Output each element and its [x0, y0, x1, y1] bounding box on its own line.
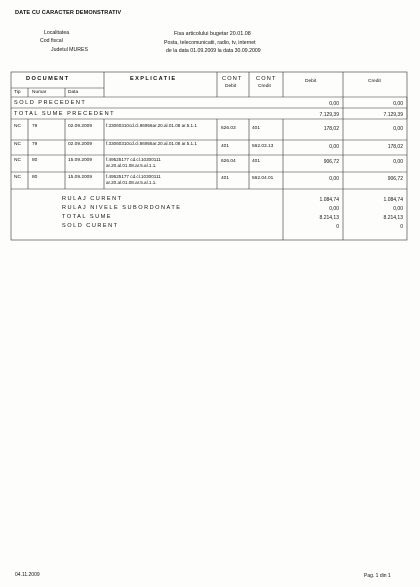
sold-curent-credit: 0 — [400, 224, 403, 230]
row-numar: 80 — [32, 158, 38, 163]
rulaj-subordonate-debit: 0,00 — [329, 206, 339, 212]
page-title: Fisa articolului bugetar 20.01.08 — [174, 31, 251, 37]
col-cont-credit-sub: Credit — [258, 84, 271, 89]
row-numar: 79 — [32, 142, 38, 147]
col-cont-debit-sub: Debit — [225, 84, 237, 89]
row-cont-debit: 401 — [221, 144, 230, 149]
row-credit: 178,02 — [387, 144, 403, 150]
col-credit: Credit — [368, 79, 381, 84]
row-explicatie: f.49525177 cd.cl.10300111 ar.20.al.01.08.ar.5.al.1.1. — [106, 157, 161, 168]
row-cont-debit: 626.03 — [221, 126, 236, 131]
row-debit: 0,00 — [329, 144, 339, 150]
row-cont-credit: 562.04.01 — [252, 176, 274, 181]
row-data: 02.09.2009 — [68, 124, 93, 129]
row-tip: NC — [14, 175, 21, 180]
row-credit: 0,00 — [393, 126, 403, 132]
locality-label: Localitatea — [44, 30, 70, 36]
sold-curent-label: SOLD CURENT — [62, 223, 119, 229]
sold-precedent-label: SOLD PRECEDENT — [14, 100, 87, 106]
total-precedent-debit: 7.129,39 — [319, 112, 339, 118]
row-cont-debit: 626.04 — [221, 159, 236, 164]
rulaj-subordonate-label: RULAJ NIVELE SUBORDONATE — [62, 205, 182, 211]
row-numar: 79 — [32, 124, 38, 129]
row-credit: 0,00 — [393, 159, 403, 165]
col-tip: Tip — [14, 90, 21, 95]
row-debit: 906,72 — [323, 159, 339, 165]
row-data: 15.09.2009 — [68, 175, 93, 180]
col-document: DOCUMENT — [26, 76, 70, 82]
rulaj-subordonate-credit: 0,00 — [393, 206, 403, 212]
row-tip: NC — [14, 124, 21, 129]
sold-precedent-debit: 0,00 — [329, 101, 339, 107]
col-explicatie: EXPLICATIE — [130, 76, 177, 82]
row-cont-debit: 401 — [221, 176, 230, 181]
total-sume-debit: 8.214,13 — [319, 215, 339, 221]
rulaj-curent-debit: 1.084,74 — [319, 197, 339, 203]
total-sume-label: TOTAL SUME — [62, 214, 113, 220]
col-cont-debit: CONT — [222, 76, 243, 82]
page-number: Pag. 1 din 1 — [364, 573, 391, 579]
fiscal-code-label: Cod fiscal — [40, 38, 63, 44]
row-data: 15.09.2009 — [68, 158, 93, 163]
row-cont-credit: 401 — [252, 126, 261, 131]
row-explicatie: f.33060310cd.cl.86956ar.20.al.01.08 ar.5.1.1 — [106, 123, 197, 128]
row-debit: 178,02 — [323, 126, 339, 132]
col-data: Data — [68, 90, 79, 95]
period-text: de la data 01.09.2009 la data 30.09.2009 — [166, 48, 261, 54]
page-subtitle: Posta, telecomunicatii, radio, tv, internet — [164, 40, 256, 46]
row-data: 02.09.2009 — [68, 142, 93, 147]
row-cont-credit: 562.03.13 — [252, 144, 274, 149]
row-numar: 80 — [32, 175, 38, 180]
row-credit: 906,72 — [387, 176, 403, 182]
total-precedent-credit: 7.129,39 — [383, 112, 403, 118]
row-explicatie: f.49525177 cd.cl.10300111 ar.20.al.01.08.ar.5.al.1.1. — [106, 174, 161, 185]
row-tip: NC — [14, 142, 21, 147]
col-debit: Debit — [305, 79, 317, 84]
rulaj-curent-label: RULAJ CURENT — [62, 196, 123, 202]
rulaj-curent-credit: 1.084,74 — [383, 197, 403, 203]
total-sume-credit: 8.214,13 — [383, 215, 403, 221]
col-cont-credit: CONT — [256, 76, 277, 82]
company-name: DATE CU CARACTER DEMONSTRATIV — [15, 10, 122, 16]
print-date: 04.11.2009 — [15, 572, 40, 578]
row-tip: NC — [14, 158, 21, 163]
sold-curent-debit: 0 — [336, 224, 339, 230]
row-debit: 0,00 — [329, 176, 339, 182]
county-label: Judetul MURES — [51, 47, 88, 53]
row-cont-credit: 401 — [252, 159, 261, 164]
row-explicatie: f.33060310cd.cl.86956ar.20.al.01.08 ar.5.1.1 — [106, 141, 197, 146]
total-precedent-label: TOTAL SUME PRECEDENT — [14, 111, 116, 117]
sold-precedent-credit: 0,00 — [393, 101, 403, 107]
col-numar: Numar — [32, 90, 47, 95]
